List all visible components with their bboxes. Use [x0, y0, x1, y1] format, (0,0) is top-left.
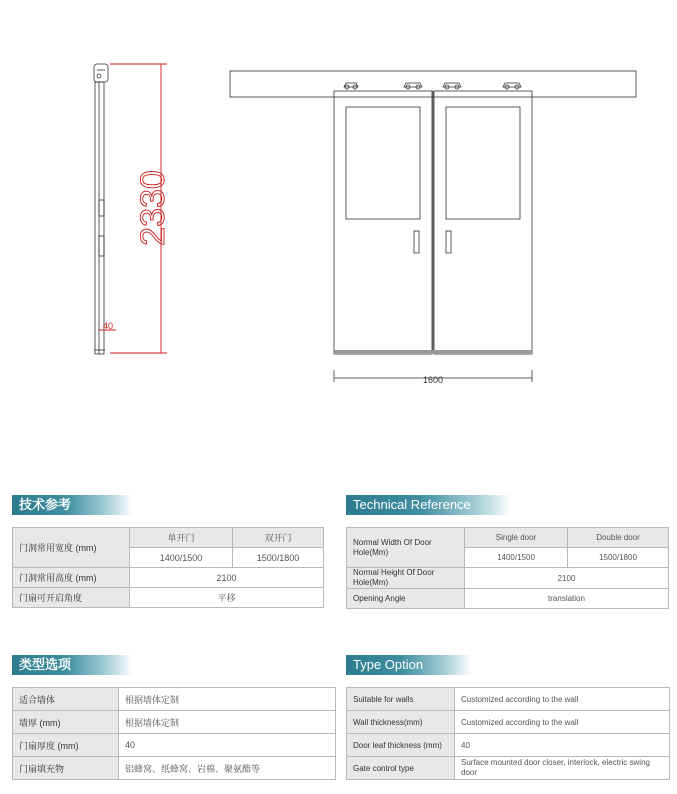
right-door-handle	[446, 231, 451, 253]
tech-en-single-label: Single door	[465, 528, 568, 548]
bottom-dimension-label: 40	[103, 321, 114, 331]
side-section-view	[94, 64, 108, 354]
type-en-row-value: Surface mounted door closer, interlock, electric swing door	[455, 757, 670, 780]
tech-cn-angle-label: 门扇可开启角度	[13, 588, 130, 608]
tech-en-double-label: Double door	[568, 528, 669, 548]
type-cn-table	[12, 687, 336, 780]
type-en-row-label: Door leaf thickness (mm)	[347, 734, 455, 757]
tech-cn-double-label: 双开门	[233, 528, 324, 548]
tech-en-height-label: Normal Height Of Door Hole(Mm)	[347, 568, 465, 589]
type-cn-row-label: 门扇厚度 (mm)	[13, 734, 119, 757]
left-door-handle	[414, 231, 419, 253]
width-dimension-label: 1600	[422, 375, 444, 385]
type-en-title: Type Option	[346, 655, 471, 675]
tech-en-table	[346, 527, 669, 609]
right-door-leaf	[434, 91, 532, 354]
type-en-row-value: 40	[455, 734, 670, 757]
left-door-window	[346, 107, 420, 219]
type-cn-row-label: 墙厚 (mm)	[13, 711, 119, 734]
tech-cn-single-label: 单开门	[130, 528, 233, 548]
roller-icons	[344, 83, 521, 89]
type-cn-title: 类型选项	[12, 655, 132, 675]
tech-cn-title: 技术参考	[12, 495, 132, 515]
tech-en-double-value: 1500/1800	[568, 548, 669, 568]
type-en-row-label: Gate control type	[347, 757, 455, 780]
tech-en-angle-value: translation	[465, 589, 669, 609]
type-en-row-label: Suitable for walls	[347, 688, 455, 711]
type-cn-row-value: 根据墙体定制	[119, 711, 336, 734]
tech-cn-double-value: 1500/1800	[233, 548, 324, 568]
tech-cn-height-label: 门洞常用高度 (mm)	[13, 568, 130, 588]
type-cn-row-label: 门扇填充物	[13, 757, 119, 780]
tech-en-height-value: 2100	[465, 568, 669, 589]
type-cn-row-label: 适合墙体	[13, 688, 119, 711]
type-cn-row-value: 根据墙体定制	[119, 688, 336, 711]
right-door-window	[446, 107, 520, 219]
tech-cn-single-value: 1400/1500	[130, 548, 233, 568]
type-en-row-value: Customized according to the wall	[455, 688, 670, 711]
type-cn-row-value: 铝蜂窝、纸蜂窝、岩棉、聚氨酯等	[119, 757, 336, 780]
tech-en-title: Technical Reference	[346, 495, 511, 515]
tech-cn-angle-value: 平移	[130, 588, 324, 608]
left-door-leaf	[334, 91, 432, 354]
height-dimension-label: 2330	[134, 170, 172, 246]
type-en-row-value: Customized according to the wall	[455, 711, 670, 734]
tech-cn-height-value: 2100	[130, 568, 324, 588]
tech-cn-width-label: 门洞常用宽度 (mm)	[13, 528, 130, 568]
tech-cn-table	[12, 527, 324, 608]
type-cn-row-value: 40	[119, 734, 336, 757]
tech-en-angle-label: Opening Angle	[347, 589, 465, 609]
type-en-row-label: Wall thickness(mm)	[347, 711, 455, 734]
tech-en-single-value: 1400/1500	[465, 548, 568, 568]
type-en-table	[346, 687, 670, 780]
tech-en-width-label: Normal Width Of Door Hole(Mm)	[347, 528, 465, 568]
front-elevation-view	[230, 71, 636, 354]
